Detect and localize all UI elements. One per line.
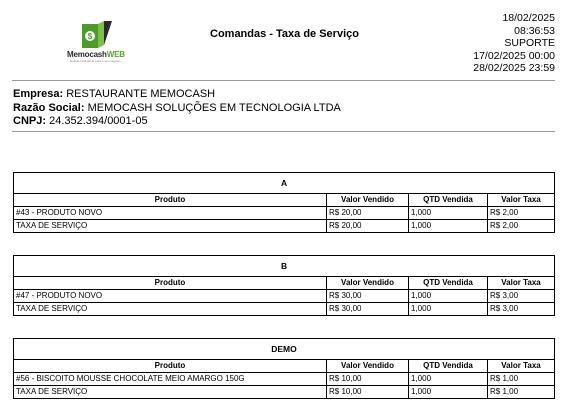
cell-produto: #43 - PRODUTO NOVO [14, 207, 327, 220]
memocash-logo-icon [78, 18, 116, 50]
group-title: B [14, 256, 555, 277]
col-header-produto: Produto [14, 360, 327, 373]
col-header-qtd-vendida: QTD Vendida [409, 360, 488, 373]
report-title: Comandas - Taxa de Serviço [210, 28, 359, 40]
table-row [14, 220, 555, 233]
table-header-row [14, 360, 555, 373]
col-header-valor-vendido: Valor Vendido [327, 194, 409, 207]
col-header-valor-vendido: Valor Vendido [327, 277, 409, 290]
cell-valor-vendido: R$ 10,00 [327, 386, 409, 399]
col-header-valor-taxa: Valor Taxa [488, 194, 555, 207]
cell-produto: #56 - BISCOITO MOUSSE CHOCOLATE MEIO AMARGO 150G [14, 373, 327, 386]
group-title: DEMO [14, 339, 555, 360]
cell-valor-taxa: R$ 2,00 [488, 207, 555, 220]
group-title: A [14, 173, 555, 194]
cnpj-value: 24.352.394/0001-05 [49, 115, 148, 127]
empresa-label: Empresa: [13, 88, 64, 100]
cell-valor-vendido: R$ 30,00 [327, 290, 409, 303]
report-time: 08:36:53 [514, 24, 555, 37]
col-header-valor-taxa: Valor Taxa [488, 360, 555, 373]
table-row [14, 303, 555, 316]
col-header-valor-vendido: Valor Vendido [327, 360, 409, 373]
header-divider [12, 80, 555, 81]
col-header-qtd-vendida: QTD Vendida [409, 277, 488, 290]
col-header-produto: Produto [14, 194, 327, 207]
company-cnpj [13, 115, 341, 129]
cell-produto: TAXA DE SERVIÇO [14, 303, 327, 316]
col-header-valor-taxa: Valor Taxa [488, 277, 555, 290]
cell-valor-taxa: R$ 1,00 [488, 386, 555, 399]
cnpj-label: CNPJ: [13, 115, 47, 127]
logo-name: Memocash [67, 50, 107, 59]
cell-valor-vendido: R$ 20,00 [327, 207, 409, 220]
razao-value: MEMOCASH SOLUÇÕES EM TECNOLOGIA LTDA [87, 101, 341, 114]
cell-valor-vendido: R$ 20,00 [327, 220, 409, 233]
razao-label: Razão Social: [13, 101, 85, 114]
cell-valor-taxa: R$ 1,00 [488, 373, 555, 386]
cell-qtd-vendida: 1,000 [409, 373, 488, 386]
cell-qtd-vendida: 1,000 [409, 207, 488, 220]
group-table-demo [13, 338, 555, 399]
cell-qtd-vendida: 1,000 [409, 303, 488, 316]
group-table-a [13, 172, 555, 233]
cell-produto: TAXA DE SERVIÇO [14, 220, 327, 233]
report-date: 18/02/2025 [502, 12, 555, 24]
cell-produto: #47 - PRODUTO NOVO [14, 290, 327, 303]
company-divider [12, 131, 555, 132]
table-row [14, 207, 555, 220]
table-header-row [14, 277, 555, 290]
cell-produto: TAXA DE SERVIÇO [14, 386, 327, 399]
cell-qtd-vendida: 1,000 [409, 220, 488, 233]
table-row [14, 290, 555, 303]
empresa-value: RESTAURANTE MEMOCASH [66, 88, 216, 100]
cell-qtd-vendida: 1,000 [409, 290, 488, 303]
report-user: SUPORTE [504, 37, 555, 49]
table-row [14, 373, 555, 386]
logo-tagline: Gestão Inteligente para o seu negócio [70, 59, 121, 63]
cell-valor-taxa: R$ 3,00 [488, 290, 555, 303]
logo-name-accent: WEB [106, 50, 125, 59]
period-end: 28/02/2025 23:59 [473, 62, 555, 74]
col-header-produto: Produto [14, 277, 327, 290]
cell-qtd-vendida: 1,000 [409, 386, 488, 399]
company-razao [13, 102, 341, 116]
cell-valor-taxa: R$ 2,00 [488, 220, 555, 233]
company-empresa [13, 88, 341, 102]
table-header-row [14, 194, 555, 207]
memocash-logo [64, 18, 130, 64]
cell-valor-vendido: R$ 10,00 [327, 373, 409, 386]
report-meta [473, 12, 555, 75]
cell-valor-taxa: R$ 3,00 [488, 303, 555, 316]
logo-wordmark [67, 50, 125, 59]
company-info [13, 88, 341, 129]
col-header-qtd-vendida: QTD Vendida [409, 194, 488, 207]
cell-valor-vendido: R$ 30,00 [327, 303, 409, 316]
svg-text:$: $ [87, 32, 93, 41]
table-row [14, 386, 555, 399]
period-start: 17/02/2025 00:00 [473, 49, 555, 62]
group-table-b [13, 255, 555, 316]
